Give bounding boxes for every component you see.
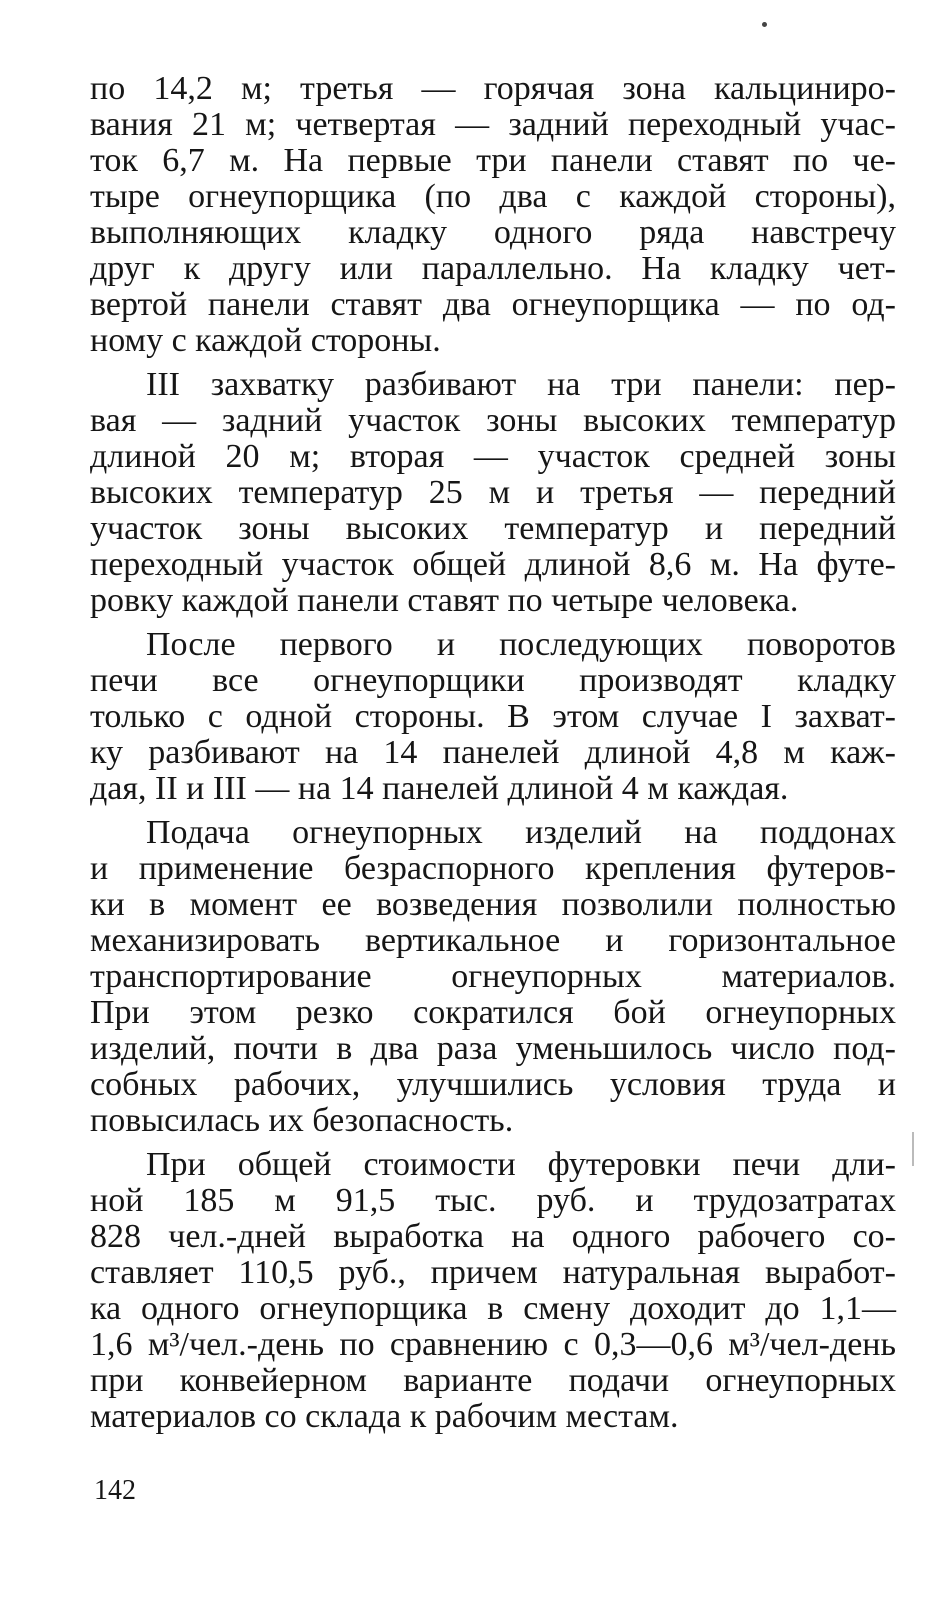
page-edge-shadow <box>912 1132 914 1166</box>
text-line: механизировать вертикальное и горизонтальное <box>90 922 896 959</box>
text-line: После первого и последующих поворотов <box>146 626 896 663</box>
page-number: 142 <box>94 1475 136 1506</box>
text-line: и применение безраспорного крепления футеров- <box>90 850 896 887</box>
text-line: переходный участок общей длиной 8,6 м. На футе- <box>90 546 896 583</box>
text-line: транспортирование огнеупорных материалов. <box>90 958 896 995</box>
text-line: ки в момент ее возведения позволили полностью <box>90 886 896 923</box>
text-line: вания 21 м; четвертая — задний переходный учас- <box>90 106 896 143</box>
text-line: собных рабочих, улучшились условия труда и <box>90 1066 896 1103</box>
text-line: дая, II и III — на 14 панелей длиной 4 м каждая. <box>90 770 789 807</box>
text-line: вертой панели ставят два огнеупорщика — по од- <box>90 286 896 323</box>
text-line: ставляет 110,5 руб., причем натуральная выработ- <box>90 1254 896 1291</box>
text-line: ному с каждой стороны. <box>90 322 441 359</box>
text-line: III захватку разбивают на три панели: пер- <box>146 366 896 403</box>
text-line: 1,6 м³/чел.-день по сравнению с 0,3—0,6 м³/чел-день <box>90 1326 896 1363</box>
text-line: ной 185 м 91,5 тыс. руб. и трудозатратах <box>90 1182 896 1219</box>
text-line: При общей стоимости футеровки печи дли- <box>146 1146 896 1183</box>
text-line: вая — задний участок зоны высоких температур <box>90 402 896 439</box>
text-line: друг к другу или параллельно. На кладку чет- <box>90 250 896 287</box>
text-line: выполняющих кладку одного ряда навстречу <box>90 214 896 251</box>
text-line: печи все огнеупорщики производят кладку <box>90 662 896 699</box>
text-line: ровку каждой панели ставят по четыре человека. <box>90 582 799 619</box>
text-line: 828 чел.-дней выработка на одного рабочего со- <box>90 1218 896 1255</box>
text-line: ток 6,7 м. На первые три панели ставят по че- <box>90 142 896 179</box>
text-line: материалов со склада к рабочим местам. <box>90 1398 679 1435</box>
text-line: участок зоны высоких температур и передний <box>90 510 896 547</box>
text-line: при конвейерном варианте подачи огнеупорных <box>90 1362 896 1399</box>
text-line: тыре огнеупорщика (по два с каждой стороны), <box>90 178 896 215</box>
text-line: При этом резко сократился бой огнеупорных <box>90 994 896 1031</box>
text-line: ка одного огнеупорщика в смену доходит до 1,1— <box>90 1290 896 1327</box>
text-line: изделий, почти в два раза уменьшилось число под- <box>90 1030 896 1067</box>
text-line: только с одной стороны. В этом случае I захват- <box>90 698 896 735</box>
text-line: по 14,2 м; третья — горячая зона кальциниро- <box>90 70 896 107</box>
text-line: высоких температур 25 м и третья — передний <box>90 474 896 511</box>
text-line: длиной 20 м; вторая — участок средней зоны <box>90 438 896 475</box>
text-line: повысилась их безопасность. <box>90 1102 514 1139</box>
text-line: Подача огнеупорных изделий на поддонах <box>146 814 896 851</box>
text-line: ку разбивают на 14 панелей длиной 4,8 м каж- <box>90 734 896 771</box>
print-speck <box>762 22 767 27</box>
